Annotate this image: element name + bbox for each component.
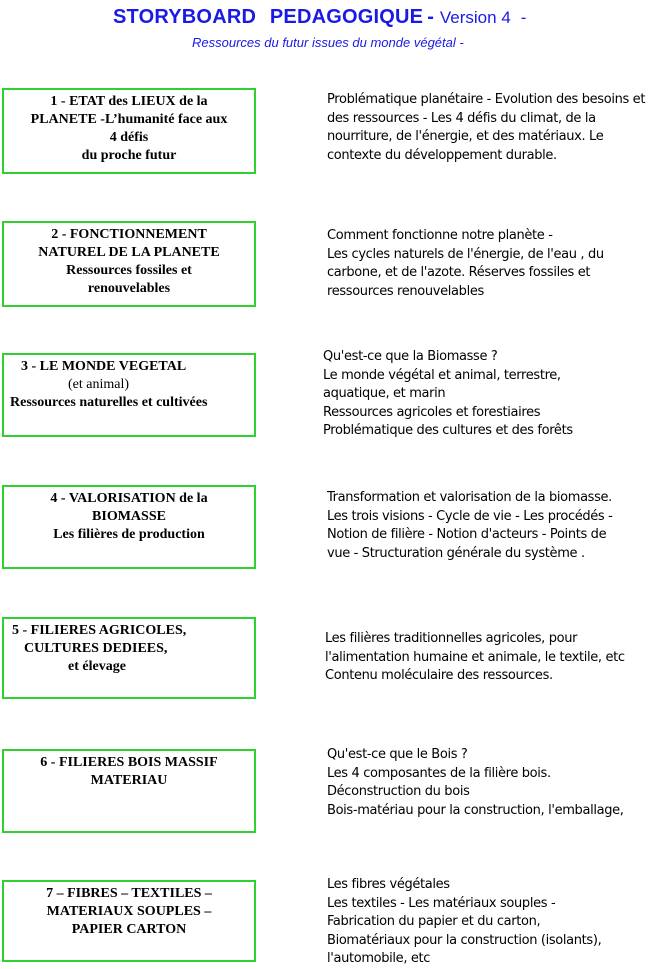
title-dash: - [427, 6, 434, 28]
section-1-desc-line: des ressources - Les 4 défis du climat, de la [327, 110, 596, 126]
section-7-desc-line: l'automobile, etc [327, 951, 431, 966]
section-1-desc-line: nourriture, de l'énergie, et des matériaux. Le [327, 129, 604, 144]
section-7-desc-line: Biomatériaux pour la construction (isolants), [327, 932, 602, 948]
section-7-box-line: MATERIAUX SOUPLES – [46, 904, 212, 919]
section-4-desc-line: Les trois visions - Cycle de vie - Les procédés - [327, 508, 613, 524]
section-7-desc-line: Fabrication du papier et du carton, [327, 914, 541, 929]
section-4-description [327, 489, 612, 563]
title-line [113, 6, 526, 29]
section-2-desc-line: Les cycles naturels de l'énergie, de l'eau , du [327, 246, 604, 262]
section-6-description [327, 746, 624, 820]
section-6-desc-line: Déconstruction du bois [327, 784, 470, 799]
section-1-desc-line: Problématique planétaire - Evolution des besoins et [327, 92, 646, 107]
section-2-desc-line: carbone, et de l'azote. Réserves fossiles et [327, 265, 591, 280]
section-3-box-line: Ressources naturelles et cultivées [10, 395, 208, 410]
section-6-desc-line: Qu'est-ce que le Bois ? [327, 747, 468, 762]
section-7-box-line: 7 – FIBRES – TEXTILES – [46, 886, 212, 901]
section-7-desc-line: Les textiles - Les matériaux souples - [327, 895, 556, 911]
section-5-box-line: CULTURES DEDIEES, [24, 641, 168, 656]
section-2-box-line: Ressources fossiles et [66, 263, 192, 278]
section-1-box-line: PLANETE -L’humanité face aux [30, 112, 228, 127]
section-7-box [2, 880, 256, 962]
section-2-desc-line: Comment fonctionne notre planète - [327, 228, 553, 243]
section-6-box [2, 749, 256, 833]
section-4-box-line: BIOMASSE [92, 509, 166, 524]
section-5-desc-line: Contenu moléculaire des ressources. [325, 668, 553, 683]
section-4-desc-line: Transformation et valorisation de la biomasse. [327, 490, 612, 505]
document-subtitle: Ressources du futur issues du monde végétal - [192, 35, 464, 50]
section-2-box-line: NATUREL DE LA PLANETE [38, 245, 220, 260]
section-6-desc-line: Les 4 composantes de la filière bois. [327, 765, 551, 781]
title-dash-trailing: - [520, 8, 527, 27]
section-4-desc-line: vue - Structuration générale du système . [327, 545, 585, 561]
section-1-desc-line: contexte du développement durable. [327, 147, 557, 163]
section-7-desc-line: Les fibres végétales [327, 877, 450, 892]
section-3-box [2, 353, 256, 437]
section-4-desc-line: Notion de filière - Notion d'acteurs - Points de [327, 527, 607, 542]
section-3-desc-line: Le monde végétal et animal, terrestre, [323, 367, 561, 383]
section-5-desc-line: Les filières traditionnelles agricoles, pour [325, 631, 578, 646]
version-label: Version 4 [439, 8, 511, 27]
section-2-box [2, 221, 256, 307]
section-4-box [2, 485, 256, 569]
section-5-box-line: et élevage [68, 659, 126, 674]
section-2-description [327, 227, 604, 301]
section-6-desc-line: Bois-matériau pour la construction, l'emballage, [327, 802, 624, 818]
section-5-description [325, 630, 625, 686]
section-1-box [2, 88, 256, 174]
section-3-desc-line: aquatique, et marin [323, 386, 446, 401]
section-5-desc-line: l'alimentation humaine et animale, le textile, etc [325, 649, 625, 665]
section-3-desc-line: Ressources agricoles et forestiaires [323, 404, 541, 420]
section-5-box-line: 5 - FILIERES AGRICOLES, [12, 623, 187, 638]
section-7-description [327, 876, 601, 969]
section-3-box-line: (et animal) [68, 377, 130, 392]
section-3-desc-line: Qu'est-ce que la Biomasse ? [323, 349, 498, 364]
section-4-box-line: Les filières de production [53, 527, 205, 542]
section-3-description [323, 348, 573, 441]
section-2-box-line: 2 - FONCTIONNEMENT [51, 227, 207, 242]
section-1-description [327, 91, 645, 165]
section-2-desc-line: ressources renouvelables [327, 283, 484, 299]
document-title: STORYBOARD PEDAGOGIQUE [113, 6, 424, 28]
section-2-box-line: renouvelables [87, 281, 171, 296]
section-4-box-line: 4 - VALORISATION de la [50, 491, 208, 506]
section-6-box-line: MATERIAU [90, 773, 168, 788]
section-3-box-line: 3 - LE MONDE VEGETAL [21, 359, 187, 374]
section-1-box-line: 4 défis [109, 130, 149, 145]
section-1-box-line: du proche futur [81, 148, 177, 163]
section-1-box-line: 1 - ETAT des LIEUX de la [50, 94, 208, 109]
section-6-box-line: 6 - FILIERES BOIS MASSIF [40, 755, 218, 770]
section-7-box-line: PAPIER CARTON [71, 922, 187, 937]
section-3-desc-line: Problématique des cultures et des forêts [323, 423, 573, 438]
section-5-box [2, 617, 256, 699]
